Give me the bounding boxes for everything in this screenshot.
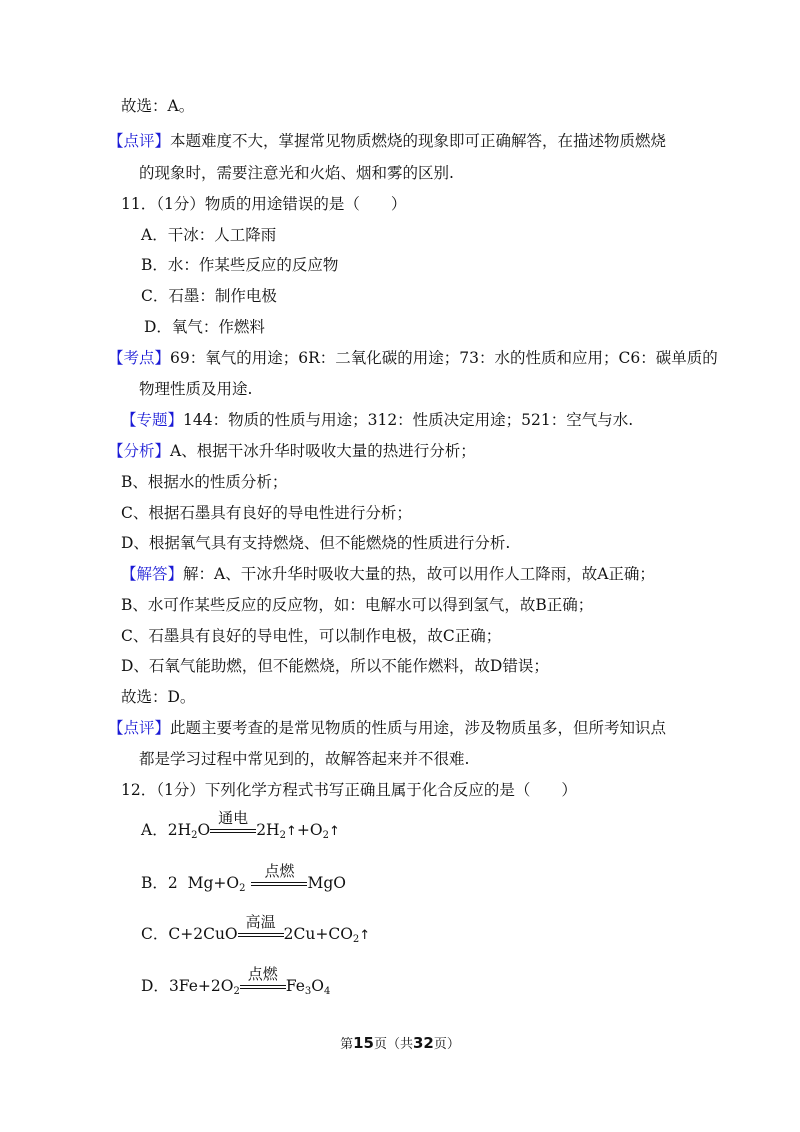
jieda-tag: 【解答】 <box>121 565 184 583</box>
q11-comment-line-1: 【点评】此题主要考查的是常见物质的性质与用途，涉及物质虽多，但所考知识点 <box>108 719 667 737</box>
comment-tag: 【点评】 <box>108 132 171 150</box>
reaction-condition: 通电 <box>210 819 256 839</box>
total-pages: 32 <box>413 1034 434 1052</box>
q12-option-d: D．$3Fe+2O_2$ 点燃 $Fe_3O_4$ <box>141 965 331 997</box>
reaction-condition: 点燃 <box>251 872 307 892</box>
q10-answer: 故选：A。 <box>121 97 195 115</box>
q11-kaodian-line-1: 【考点】69：氧气的用途；6R：二氧化碳的用途；73：水的性质和应用；C6：碳单质的 <box>108 349 718 367</box>
q11-comment-line-2: 都是学习过程中常见到的，故解答起来并不很难. <box>139 750 470 768</box>
q11-stem: 11．（1分）物质的用途错误的是（ ） <box>121 195 407 213</box>
q11-jieda-line-2: B、水可作某些反应的反应物，如：电解水可以得到氢气，故B正确； <box>121 596 594 614</box>
q11-fenxi-line-4: D、根据氧气具有支持燃烧、但不能燃烧的性质进行分析. <box>121 534 511 552</box>
fenxi-tag: 【分析】 <box>108 442 171 460</box>
q11-jieda-line-4: D、石氧气能助燃，但不能燃烧，所以不能作燃料，故D错误； <box>121 657 549 675</box>
q12-stem: 12．（1分）下列化学方程式书写正确且属于化合反应的是（ ） <box>121 781 577 799</box>
comment-tag: 【点评】 <box>108 719 171 737</box>
gas-arrow-icon: ↑ <box>285 824 297 839</box>
zhuanti-tag: 【专题】 <box>121 411 184 429</box>
q11-kaodian-line-2: 物理性质及用途. <box>139 380 253 398</box>
q11-fenxi-line-3: C、根据石墨具有良好的导电性进行分析； <box>121 504 412 522</box>
q11-option-b: B．水：作某些反应的反应物 <box>141 256 339 274</box>
gas-arrow-icon: ↑ <box>328 824 340 839</box>
page-number: 15 <box>353 1034 374 1052</box>
reaction-condition: 高温 <box>238 923 284 943</box>
q11-fenxi-line-2: B、根据水的性质分析； <box>121 473 288 491</box>
q11-option-a: A．干冰：人工降雨 <box>141 226 277 244</box>
q11-fenxi-line-1: 【分析】A、根据干冰升华时吸收大量的热进行分析； <box>108 442 476 460</box>
q12-option-a: A．$2H_2O$ 通电 $2H_2↑+O_2↑$ <box>141 809 340 841</box>
q11-jieda-line-1: 【解答】解：A、干冰升华时吸收大量的热，故可以用作人工降雨，故A正确； <box>121 565 655 583</box>
q11-jieda-line-3: C、石墨具有良好的导电性，可以制作电极，故C正确； <box>121 627 502 645</box>
q11-zhuanti: 【专题】144：物质的性质与用途；312：性质决定用途；521：空气与水. <box>121 411 634 429</box>
q12-option-c: C．C+2CuO 高温 $2Cu+CO_2↑$ <box>141 913 371 945</box>
kaodian-tag: 【考点】 <box>108 349 171 367</box>
q11-option-d: D．氧气：作燃料 <box>144 318 265 336</box>
q12-option-b: B．2 $Mg+O_2$ 点燃 MgO <box>141 862 346 894</box>
q10-comment-line-2: 的现象时，需要注意光和火焰、烟和雾的区别. <box>139 164 454 182</box>
reaction-condition: 点燃 <box>240 975 286 995</box>
q11-option-c: C．石墨：制作电极 <box>141 287 277 305</box>
q10-comment-line-1: 【点评】本题难度不大，掌握常见物质燃烧的现象即可正确解答，在描述物质燃烧 <box>108 132 667 150</box>
q11-answer: 故选：D。 <box>121 688 196 706</box>
gas-arrow-icon: ↑ <box>359 928 371 943</box>
page-footer: 第15页（共32页） <box>340 1034 460 1052</box>
